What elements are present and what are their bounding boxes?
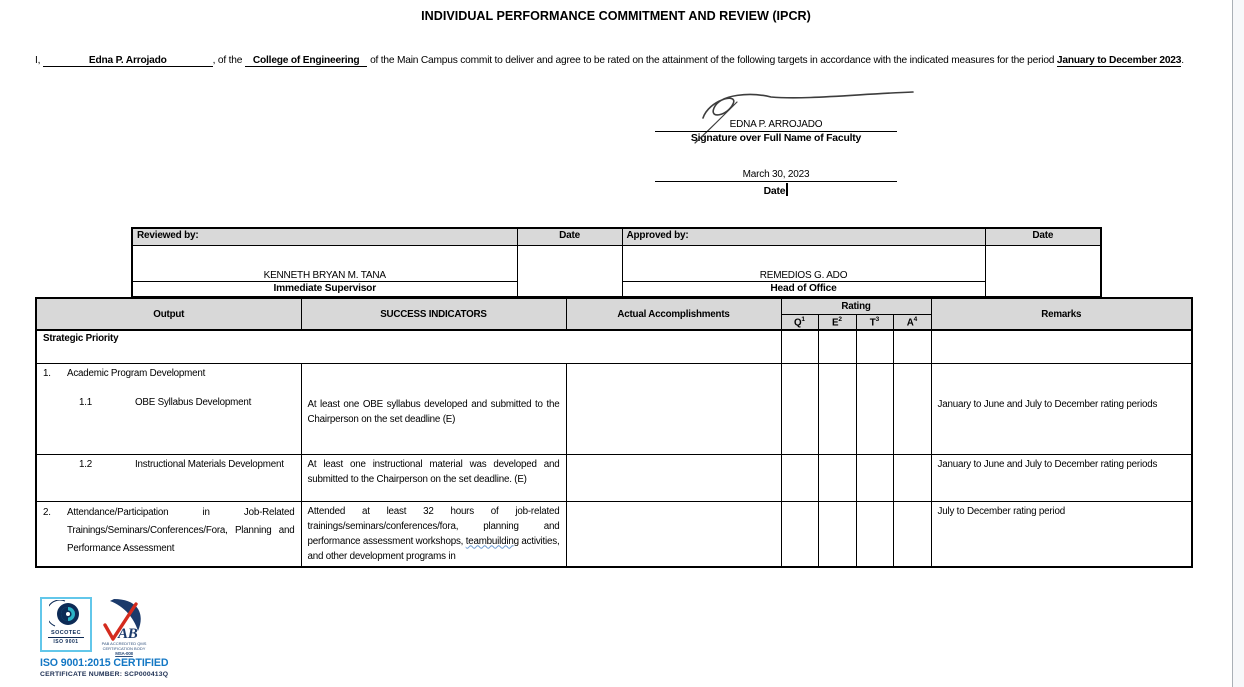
success-indicator-text: At least one instructional material was developed and submitted to the Chairperson on the set deadline. (E): [307, 458, 560, 485]
rating-cell: [893, 363, 931, 454]
office-name: College of Engineering: [245, 55, 368, 67]
signature-caption: Signature over Full Name of Faculty: [690, 133, 862, 144]
table-row: [36, 501, 1192, 567]
success-indicator-cell: [301, 363, 566, 454]
signature-date: March 30, 2023: [655, 169, 897, 182]
pab-caption-line3: MSA-008: [115, 651, 133, 656]
output-cell: [36, 454, 301, 501]
remarks-cell: [931, 330, 1192, 363]
table-row: [36, 454, 1192, 501]
rating-cell: [818, 363, 856, 454]
table-row: [36, 363, 1192, 454]
rating-cell: [856, 330, 893, 363]
item-number: 2.: [43, 506, 51, 518]
rating-period: January to December 2023: [1056, 55, 1182, 66]
rating-cell: [781, 501, 818, 567]
remarks-text: July to December rating period: [937, 505, 1065, 517]
socotec-emblem-icon: [49, 600, 83, 630]
remarks-cell: [931, 363, 1192, 454]
date-caption: Date: [655, 182, 897, 197]
actual-accomplishments-cell: [566, 501, 781, 567]
col-header-rating-a: $A^4$: [893, 314, 931, 330]
faculty-printed-name: EDNA P. ARROJADO: [655, 92, 897, 132]
rating-cell: [893, 330, 931, 363]
text-cursor: [786, 183, 788, 196]
reviewed-date-label: Date: [517, 228, 622, 245]
iso-certified-text: ISO 9001:2015 CERTIFIED: [40, 657, 169, 669]
pab-emblem-icon: [100, 598, 148, 642]
reviewed-date-cell: [517, 245, 622, 297]
col-header-rating-e: $E^2$: [818, 314, 856, 330]
col-header-output: Output: [36, 298, 301, 330]
item-number: 1.: [43, 367, 51, 379]
pab-caption-line2: CERTIFICATION BODY: [102, 645, 146, 651]
output-cell: [36, 363, 301, 454]
item-title: Academic Program Development: [67, 367, 206, 379]
success-indicator-cell: [301, 454, 566, 501]
col-header-rating: Rating: [781, 298, 931, 314]
faculty-name: Edna P. Arrojado: [43, 55, 213, 67]
intro-text: , of the: [212, 55, 243, 66]
ipcr-header-row: [36, 298, 1192, 314]
rating-cell: [856, 501, 893, 567]
rating-cell: [818, 454, 856, 501]
col-header-rating-t: $T^3$: [856, 314, 893, 330]
spellcheck-flagged-word: teambuilding: [465, 535, 519, 547]
intro-text: of the Main Campus commit to deliver and agree to be rated on the attainment of the following targets in accordance with the indicated measures for the period: [370, 55, 1055, 66]
col-header-success-indicators: SUCCESS INDICATORS: [301, 298, 566, 330]
sub-item-title: OBE Syllabus Development: [135, 396, 252, 408]
pab-caption-line1: PAB ACCREDITED QMS: [101, 641, 147, 646]
remarks-cell: [931, 454, 1192, 501]
success-indicator-text: Attended at least 32 hours of job-related trainings/seminars/conferences/fora, planning and performance assessment workshops, teambuilding activities, and other development programs in: [307, 505, 560, 562]
reviewer-cell: [132, 245, 517, 297]
review-table-header-row: [132, 228, 1101, 245]
col-header-actual-accomplishments: Actual Accomplishments: [566, 298, 781, 330]
col-header-rating-q: $Q^1$: [781, 314, 818, 330]
certificate-number: CERTIFICATE NUMBER: SCP000413Q: [40, 671, 169, 678]
actual-accomplishments-cell: [566, 363, 781, 454]
rating-cell: [818, 501, 856, 567]
success-indicator-cell: [301, 501, 566, 567]
sub-item-title: Instructional Materials Development: [135, 458, 284, 470]
section-row: [36, 330, 1192, 363]
review-table-body-row: [132, 245, 1101, 297]
approver-name: REMEDIOS G. ADO: [623, 270, 985, 282]
divider: [48, 637, 84, 638]
output-cell: [36, 501, 301, 567]
item-title: Attendance/Participation in Job-Related Trainings/Seminars/Conferences/Fora, Planning and Performance Assessment: [67, 506, 295, 554]
actual-accomplishments-cell: [566, 454, 781, 501]
rating-cell: [856, 363, 893, 454]
rating-cell: [781, 454, 818, 501]
review-approval-table: [131, 227, 1102, 298]
intro-paragraph: [35, 53, 1185, 68]
svg-text:AB: AB: [118, 626, 138, 642]
approved-by-label: Approved by:: [622, 228, 985, 245]
sub-item-number: 1.2: [79, 458, 93, 470]
socotec-wordmark: SOCOTEC: [51, 630, 81, 636]
remarks-text: January to June and July to December rating periods: [937, 458, 1158, 470]
col-header-remarks: Remarks: [931, 298, 1192, 330]
intro-text: .: [1181, 55, 1184, 66]
approved-date-label: Date: [985, 228, 1101, 245]
document-title: INDIVIDUAL PERFORMANCE COMMITMENT AND REVIEW (IPCR): [421, 9, 811, 23]
pab-logo: [99, 598, 149, 658]
intro-text: I,: [35, 55, 41, 66]
rating-cell: [781, 330, 818, 363]
reviewed-by-label: Reviewed by:: [132, 228, 517, 245]
ipcr-table: [35, 297, 1193, 568]
approved-date-cell: [985, 245, 1101, 297]
section-label: Strategic Priority: [36, 330, 781, 363]
reviewer-name: KENNETH BRYAN M. TANA: [133, 270, 517, 282]
rating-cell: [818, 330, 856, 363]
faculty-signature-block: [655, 92, 897, 197]
rating-cell: [856, 454, 893, 501]
approver-cell: [622, 245, 985, 297]
remarks-text: January to June and July to December rating periods: [937, 398, 1158, 410]
reviewer-title: Immediate Supervisor: [273, 282, 376, 294]
rating-cell: [893, 454, 931, 501]
approver-title: Head of Office: [770, 282, 837, 294]
sub-item-number: 1.1: [79, 396, 93, 408]
rating-cell: [893, 501, 931, 567]
success-indicator-text: At least one OBE syllabus developed and submitted to the Chairperson on the set deadline (E): [307, 398, 560, 425]
socotec-logo: [40, 597, 92, 652]
rating-cell: [781, 363, 818, 454]
socotec-iso-label: ISO 9001: [53, 639, 79, 645]
remarks-cell: [931, 501, 1192, 567]
